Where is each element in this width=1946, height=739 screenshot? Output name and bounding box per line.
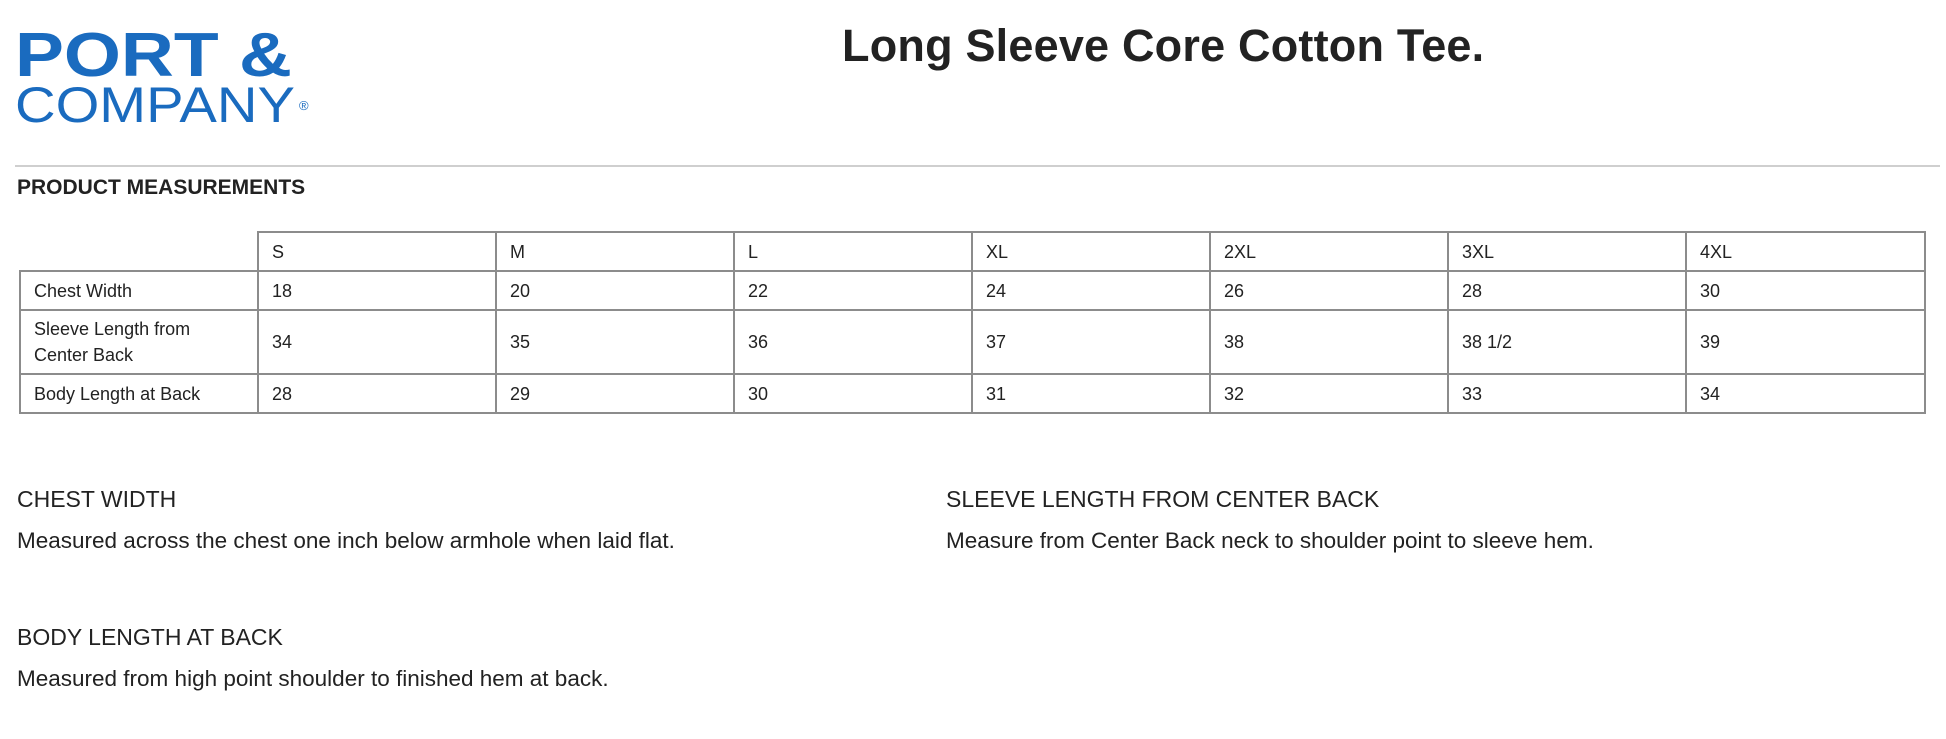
table-cell: 26 [1210,271,1448,310]
table-cell: 34 [258,310,496,374]
table-cell: 38 1/2 [1448,310,1686,374]
table-cell: 22 [734,271,972,310]
sleeve-length-heading: SLEEVE LENGTH FROM CENTER BACK [946,486,1380,512]
registered-mark: ® [299,98,309,113]
page-title: Long Sleeve Core Cotton Tee. [842,20,1485,71]
table-cell: 34 [1686,374,1925,413]
row-label: Sleeve Length from Center Back [20,310,258,374]
size-header-cell: 3XL [1448,232,1686,271]
table-cell: 24 [972,271,1210,310]
size-header-cell: 4XL [1686,232,1925,271]
table-cell: 20 [496,271,734,310]
logo-line-2: COMPANY [15,77,295,132]
size-header-cell: L [734,232,972,271]
row-label: Body Length at Back [20,374,258,413]
chest-width-description: Measured across the chest one inch below armhole when laid flat. [17,528,675,553]
table-row-chest-width [20,271,1925,310]
table-cell: 38 [1210,310,1448,374]
table-cell: 35 [496,310,734,374]
logo-line-1: PORT & [15,22,292,90]
size-header-cell: 2XL [1210,232,1448,271]
table-cell: 32 [1210,374,1448,413]
size-header-cell: S [258,232,496,271]
chest-width-heading: CHEST WIDTH [17,486,177,512]
table-cell: 18 [258,271,496,310]
section-heading: PRODUCT MEASUREMENTS [17,176,306,199]
table-row-sleeve-length [20,310,1925,374]
table-cell: 30 [734,374,972,413]
table-cell: 33 [1448,374,1686,413]
header-divider [15,165,1940,167]
row-label: Chest Width [20,271,258,310]
body-length-description: Measured from high point shoulder to finished hem at back. [17,666,609,691]
table-cell: 37 [972,310,1210,374]
table-cell: 29 [496,374,734,413]
table-cell: 39 [1686,310,1925,374]
body-length-heading: BODY LENGTH AT BACK [17,624,283,650]
table-cell: 28 [1448,271,1686,310]
logo-graphic [15,22,315,132]
table-cell: 30 [1686,271,1925,310]
measurements-table [19,231,1926,414]
sleeve-length-description: Measure from Center Back neck to shoulder point to sleeve hem. [946,528,1594,553]
size-header-cell: XL [972,232,1210,271]
table-cell: 36 [734,310,972,374]
port-company-logo [15,22,315,132]
size-header-row [20,232,1925,271]
table-cell: 28 [258,374,496,413]
table-cell: 31 [972,374,1210,413]
size-header-cell: M [496,232,734,271]
table-row-body-length [20,374,1925,413]
header-corner-cell [20,232,258,271]
